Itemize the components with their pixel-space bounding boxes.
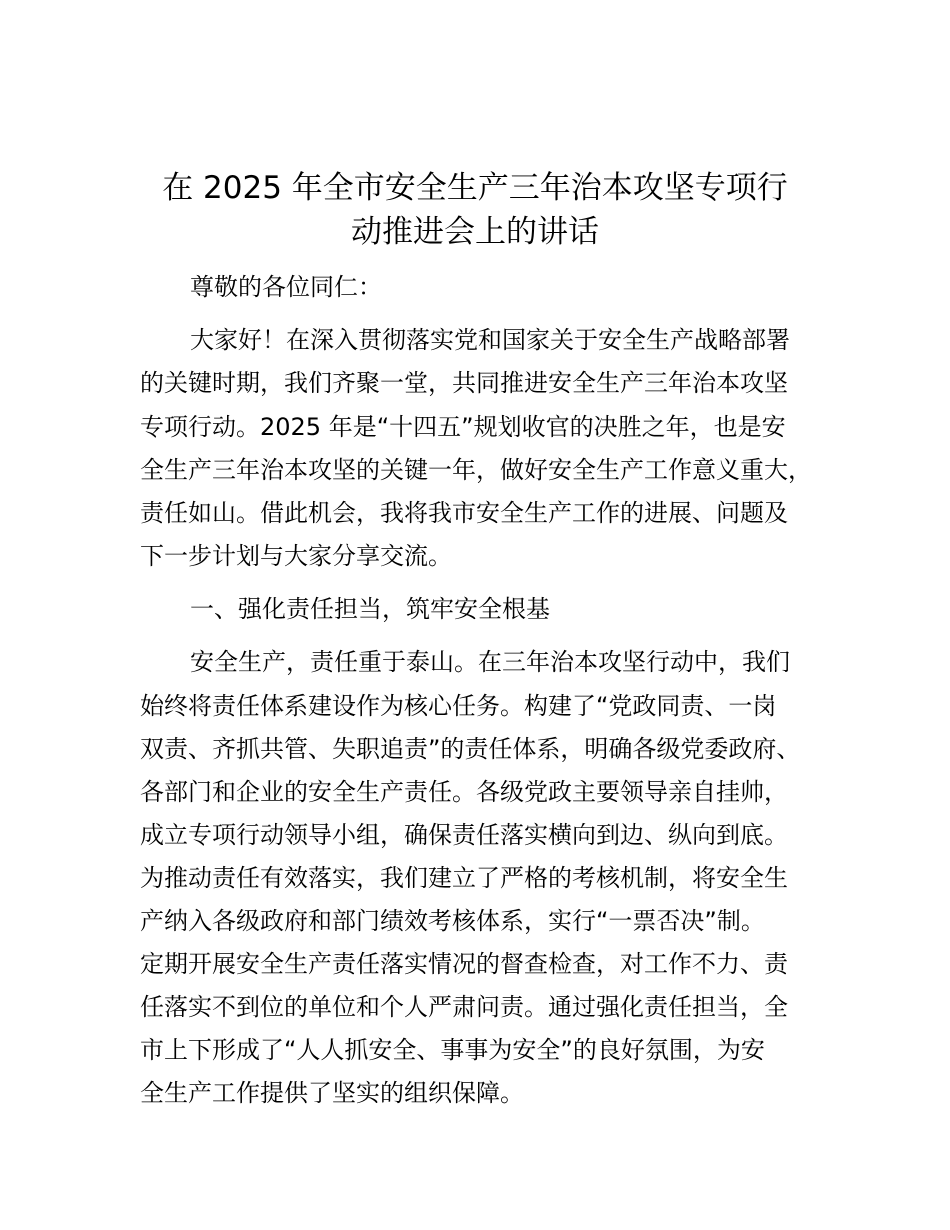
paragraph2-line: 成立专项行动领导小组，确保责任落实横向到边、纵向到底。 bbox=[140, 821, 788, 849]
paragraph2-line: 各部门和企业的安全生产责任。各级党政主要领导亲自挂帅， bbox=[140, 778, 788, 806]
paragraph2-line: 始终将责任体系建设作为核心任务。构建了“党政同责、一岗 bbox=[140, 692, 777, 720]
paragraph2-line: 定期开展安全生产责任落实情况的督查检查，对工作不力、责 bbox=[140, 950, 788, 978]
paragraph1-line: 全生产三年治本攻坚的关键一年，做好安全生产工作意义重大， bbox=[140, 456, 812, 484]
paragraph1-line: 专项行动。2025 年是“十四五”规划收官的决胜之年，也是安 bbox=[140, 413, 786, 441]
paragraph1-line: 大家好！在深入贯彻落实党和国家关于安全生产战略部署 bbox=[190, 326, 790, 354]
salutation: 尊敬的各位同仁： bbox=[190, 273, 382, 301]
paragraph1-line: 的关键时期，我们齐聚一堂，共同推进安全生产三年治本攻坚 bbox=[140, 369, 788, 397]
paragraph2-line: 市上下形成了“人人抓安全、事事为安全”的良好氛围，为安 bbox=[140, 1036, 765, 1064]
paragraph2-line: 产纳入各级政府和部门绩效考核体系，实行“一票否决”制。 bbox=[140, 907, 765, 935]
paragraph1-line: 责任如山。借此机会，我将我市安全生产工作的进展、问题及 bbox=[140, 499, 788, 527]
paragraph2-line: 全生产工作提供了坚实的组织保障。 bbox=[140, 1079, 524, 1107]
paragraph2-line: 任落实不到位的单位和个人严肃问责。通过强化责任担当，全 bbox=[140, 993, 788, 1021]
paragraph1-line: 下一步计划与大家分享交流。 bbox=[140, 542, 452, 570]
paragraph2-line: 安全生产，责任重于泰山。在三年治本攻坚行动中，我们 bbox=[190, 648, 790, 676]
title-line-2: 动推进会上的讲话 bbox=[351, 214, 599, 250]
paragraph2-line: 双责、齐抓共管、失职追责”的责任体系，明确各级党委政府、 bbox=[140, 735, 801, 763]
paragraph2-line: 为推动责任有效落实，我们建立了严格的考核机制，将安全生 bbox=[140, 864, 788, 892]
title-line-1: 在 2025 年全市安全生产三年治本攻坚专项行 bbox=[162, 170, 788, 206]
section-heading: 一、强化责任担当，筑牢安全根基 bbox=[190, 595, 550, 623]
